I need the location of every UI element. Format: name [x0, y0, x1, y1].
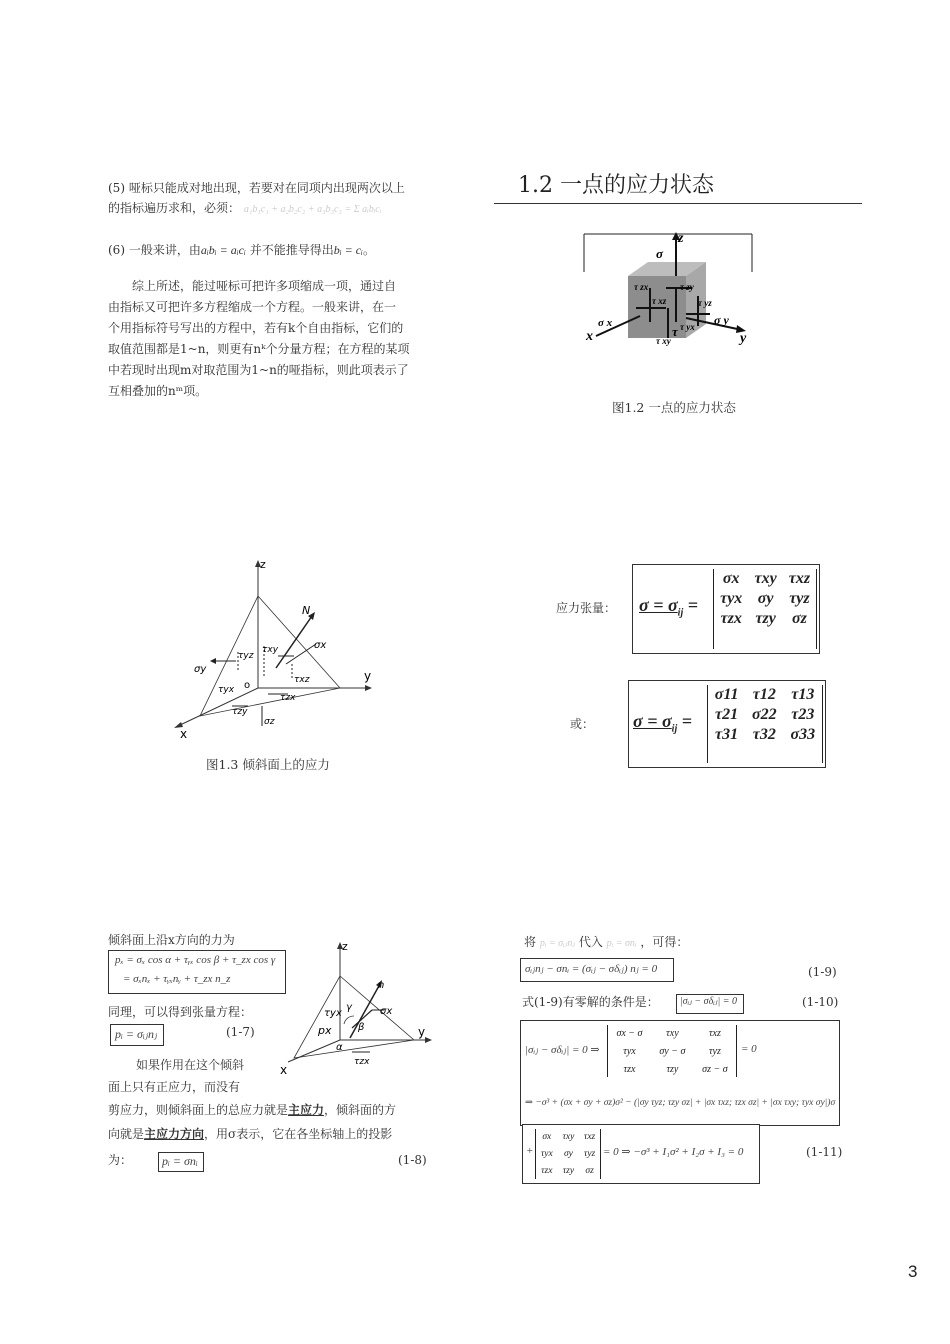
tensor2-cell: σ22 — [752, 706, 777, 723]
index-rule-5 — [108, 178, 438, 220]
tensor1-cell: τxy — [754, 570, 777, 587]
tensor2-cell: τ21 — [715, 706, 739, 723]
fig-small-tyx: τyx — [324, 1008, 342, 1019]
tensor2-table — [708, 685, 822, 745]
fig13-o: o — [244, 680, 251, 691]
summary-paragraph — [108, 276, 438, 402]
eq-1-8: pᵢ = σnᵢ — [162, 1154, 198, 1168]
det-row — [608, 1043, 736, 1061]
det-cell: τyx — [623, 1046, 636, 1057]
fig-small-n: n — [378, 980, 385, 991]
inv-det-row — [536, 1163, 600, 1180]
inv-det-matrix — [535, 1129, 601, 1179]
eq-1-10: |σᵢⱼ − σδᵢⱼ| = 0 — [680, 996, 737, 1007]
fig-small-x: x — [280, 1063, 288, 1076]
item5-line2 — [108, 198, 438, 220]
fig-small-px: px — [318, 1024, 332, 1037]
substitute-mid: 代入 — [578, 935, 603, 949]
cube-tau-zx: τ zx — [634, 282, 649, 292]
inv-plus: + — [526, 1145, 534, 1157]
cube-z-label: z — [678, 231, 684, 246]
cube-tau-yz: τ yz — [698, 298, 712, 308]
fig13-sx: σx — [314, 640, 327, 651]
tensor2-cell: τ23 — [791, 706, 815, 723]
det-cell: τxy — [666, 1028, 679, 1039]
tensor2-lhs: $\sigma = \sigma_{ij}$ = — [633, 711, 692, 735]
det-matrix — [607, 1025, 737, 1077]
item6-middle: 并不能推导得出 — [249, 243, 334, 257]
principal-line-1: 如果作用在这个倾斜 — [136, 1058, 245, 1072]
force-x-line: 倾斜面上沿x方向的力为 — [108, 933, 235, 947]
cube-tau-xy: τ xy — [656, 336, 671, 346]
tensor1-cell: σx — [722, 570, 740, 587]
cube-tau-yx: τ yx — [680, 322, 695, 332]
inv-det-row — [536, 1129, 600, 1146]
principal-full-line-1 — [108, 1100, 438, 1120]
px-formula-1: pₓ = σₓ cos α + τᵧₓ cos β + τ_zx cos γ — [115, 954, 276, 966]
principal-text-c: ，倾斜面的方 — [324, 1103, 397, 1117]
fig13-N: N — [302, 604, 311, 617]
stress-cube-svg — [580, 226, 760, 356]
px-formula-2: = σₓnₓ + τᵧₓnᵧ + τ_zx n_z — [123, 973, 231, 985]
inv-det-cell: σx — [542, 1132, 552, 1142]
tensor1-cell: σz — [791, 610, 807, 627]
det-lhs: |σᵢⱼ − σδᵢⱼ| = 0 ⇒ — [525, 1044, 600, 1056]
inv-rhs: = 0 ⇒ −σ³ + I₁σ² + I₂σ + I₃ = 0 — [603, 1146, 744, 1158]
inv-det-cell: τxy — [562, 1132, 575, 1142]
summary-line-4: 取值范围都是1~n，则更有nᵏ个分量方程；在方程的某项 — [108, 342, 410, 356]
fig13-sy: σy — [194, 664, 207, 675]
fig13-txz: τxz — [294, 675, 310, 685]
item5-line2-text: 的指标遍历求和，必须： — [108, 201, 241, 215]
or-label: 或： — [570, 717, 595, 731]
cube-tau-xz: τ xz — [652, 296, 667, 306]
det-rhs: = 0 — [741, 1043, 757, 1055]
tensor2-bracket — [707, 685, 823, 763]
tensor2-lhs-sub: ij — [671, 723, 678, 735]
cube-sigma-y: σ y — [714, 313, 729, 327]
stress-tensor-label: 应力张量： — [556, 601, 617, 615]
fig13-x: x — [180, 727, 188, 741]
tensor2-cell: σ11 — [714, 686, 739, 703]
fig13-z: z — [260, 558, 266, 571]
fig13-tzy: τzy — [232, 707, 248, 717]
inv-det-table — [536, 1129, 600, 1180]
tensor1-cell: τzx — [720, 610, 742, 627]
eq-1-9-box — [520, 958, 674, 982]
inv-det-cell: τyx — [540, 1149, 553, 1159]
px-formula-box — [108, 950, 286, 994]
tensor1-cell: τyz — [789, 590, 810, 607]
inclined-plane-svg — [168, 556, 388, 746]
inv-det-cell: σy — [563, 1149, 573, 1159]
eq-1-7: pᵢ = σᵢⱼnⱼ — [115, 1027, 158, 1041]
tensor2-cell: τ13 — [791, 686, 815, 703]
figure-1-3-caption: 图1.3 倾斜面上的应力 — [206, 757, 330, 772]
fig-small-gamma: γ — [346, 1002, 352, 1013]
cube-tau-zy: τ zy — [680, 282, 694, 292]
eq-1-8-number: (1-8) — [398, 1153, 427, 1167]
principal-stress-term: 主应力 — [288, 1103, 325, 1117]
cube-tau: τ — [672, 324, 678, 339]
inv-det-cell: τzx — [541, 1166, 553, 1176]
item6-formula2: bᵢ = cᵢ — [333, 243, 363, 257]
tensor1-lhs: $\sigma = \sigma_{ij}$ = — [639, 595, 698, 619]
stress-tensor-matrix2-box — [628, 680, 826, 768]
det-cell: σy − σ — [659, 1046, 686, 1057]
invariant-eq-box — [522, 1124, 760, 1184]
item5-line1: (5) 哑标只能成对地出现，若要对在同项内出现两次以上 — [108, 181, 405, 195]
tensor2-cell: τ32 — [752, 726, 776, 743]
inv-det-row — [536, 1146, 600, 1163]
tensor2-row — [708, 705, 822, 725]
inclined-plane-figure — [168, 556, 388, 746]
fig-small-beta: β — [358, 1022, 365, 1033]
item6-formula1: aᵢbᵢ = aᵢcᵢ — [200, 243, 246, 257]
tensor1-row — [714, 609, 816, 629]
principal-dir-c: ，用σ表示，它在各坐标轴上的投影 — [204, 1127, 393, 1141]
substitute-prefix: 将 — [524, 935, 537, 949]
index-rule-6 — [108, 240, 438, 260]
cube-sigma-z: σ — [656, 246, 664, 261]
summary-line-1: 综上所述，能过哑标可把许多项缩成一项，通过自 — [132, 279, 397, 293]
principal-dir-a: 向就是 — [108, 1127, 145, 1141]
fig13-y: y — [364, 669, 372, 683]
substitute-formula1: pᵢ = σᵢⱼnⱼ — [539, 938, 575, 949]
summary-line-5: 中若现时出现m对取范围为1~n的哑指标，则此项表示了 — [108, 363, 409, 377]
item5-formula: a₁b₁c₁ + a₂b₂c₂ + a₃b₃c₃ = Σ aᵢbᵢcᵢ — [243, 204, 382, 215]
tensor1-lhs-text: σ = σ — [639, 595, 678, 615]
eq-1-7-box — [110, 1024, 164, 1046]
principal-direction-term: 主应力方向 — [144, 1127, 205, 1141]
tensor2-row — [708, 685, 822, 705]
fig-small-y: y — [418, 1025, 426, 1039]
principal-full-line-2 — [108, 1124, 438, 1144]
principal-para-short — [108, 1054, 268, 1098]
section-title: 1.2 一点的应力状态 — [518, 173, 714, 198]
tensor1-row — [714, 589, 816, 609]
fig13-tyz: τyz — [238, 651, 254, 661]
item6-suffix: 。 — [362, 243, 375, 257]
det-table — [608, 1025, 736, 1079]
eq-1-10-number: (1-10) — [802, 995, 839, 1009]
tensor2-row — [708, 725, 822, 745]
det-row — [608, 1025, 736, 1043]
tensor1-cell: τyx — [720, 590, 743, 607]
substitute-suffix: ，可得： — [640, 935, 689, 949]
tensor2-lhs-text: σ = σ — [633, 711, 672, 731]
inv-det-cell: τzy — [562, 1166, 575, 1176]
det-cell: τzx — [623, 1064, 636, 1075]
det-row — [608, 1061, 736, 1079]
det-cell: σz − σ — [702, 1064, 728, 1075]
substitute-line — [524, 932, 688, 954]
item6-prefix: (6) 一般来讲，由 — [108, 243, 201, 257]
characteristic-eq-box — [520, 1020, 840, 1126]
summary-line-3: 个用指标符号写出的方程中，若有k个自由指标，它们的 — [108, 321, 404, 335]
substitute-formula2: pᵢ = σnᵢ — [606, 938, 637, 949]
eq-1-10-box — [676, 994, 744, 1014]
eq-1-9-number: (1-9) — [808, 965, 837, 979]
tensor1-bracket — [713, 569, 817, 649]
tensor1-row — [714, 569, 816, 589]
similar-line: 同理，可以得到张量方程： — [108, 1005, 253, 1019]
fig13-txy: τxy — [262, 645, 279, 655]
figure-1-2-caption: 图1.2 一点的应力状态 — [612, 400, 736, 415]
eq-1-8-box — [158, 1152, 204, 1172]
summary-line-6: 互相叠加的nᵐ项。 — [108, 384, 208, 398]
cube-y-label: y — [740, 331, 747, 346]
cube-sigma-x: σ x — [598, 317, 613, 329]
tensor1-table — [714, 569, 816, 629]
stress-cube-figure — [580, 226, 760, 356]
page-number: 3 — [908, 1262, 918, 1281]
tensor1-cell: τxz — [788, 570, 811, 587]
tensor1-lhs-sub: ij — [677, 607, 684, 619]
inclined-force-svg — [274, 936, 434, 1076]
tensor1-cell: τzy — [755, 610, 776, 627]
fig-small-alpha: α — [336, 1042, 343, 1053]
inv-det-cell: τyz — [583, 1149, 596, 1159]
section-rule — [494, 203, 862, 204]
summary-line-2: 由指标又可把许多方程缩成一个方程。一般来讲，在一 — [108, 300, 397, 314]
inv-det-cell: σz — [585, 1166, 594, 1176]
eq-1-7-number: (1-7) — [226, 1025, 255, 1039]
eq-1-9: σᵢⱼnⱼ − σnᵢ = (σᵢⱼ − σδᵢⱼ) nⱼ = 0 — [525, 963, 658, 975]
condition-line: 式(1-9)有零解的条件是： — [522, 995, 659, 1009]
fig13-tyx: τyx — [218, 685, 235, 695]
principal-text-a: 剪应力，则倾斜面上的总应力就是 — [108, 1103, 289, 1117]
tensor2-cell: τ12 — [752, 686, 776, 703]
eq-1-11-number: (1-11) — [806, 1145, 843, 1159]
principal-full-line-3: 为： — [108, 1153, 133, 1167]
det-cell: τxz — [708, 1028, 721, 1039]
inv-det-cell: τxz — [583, 1132, 596, 1142]
principal-line-2: 面上只有正应力，而没有 — [108, 1080, 241, 1094]
fig13-sz: σz — [264, 717, 275, 727]
cube-x-label: x — [586, 329, 593, 344]
fig13-tzx: τzx — [280, 693, 296, 703]
tensor1-cell: σy — [757, 590, 774, 607]
tensor2-cell: σ33 — [790, 726, 816, 743]
inclined-force-figure — [274, 936, 434, 1076]
det-cell: τyz — [708, 1046, 721, 1057]
fig-small-tzx: τzx — [354, 1057, 370, 1067]
det-cell: σx − σ — [616, 1028, 643, 1039]
stress-tensor-matrix-box — [632, 564, 820, 654]
det-cell: τzy — [666, 1064, 679, 1075]
fig-small-z: z — [342, 940, 348, 953]
cubic-line: ⇒ −σ³ + (σx + σy + σz)σ² − (|σy τyz; τzy σz| + |σx τxz; τzx σz| + |σx τxy; τyx σy|)σ — [525, 1098, 836, 1108]
fig-small-sx: σx — [380, 1006, 393, 1017]
tensor2-cell: τ31 — [715, 726, 739, 743]
